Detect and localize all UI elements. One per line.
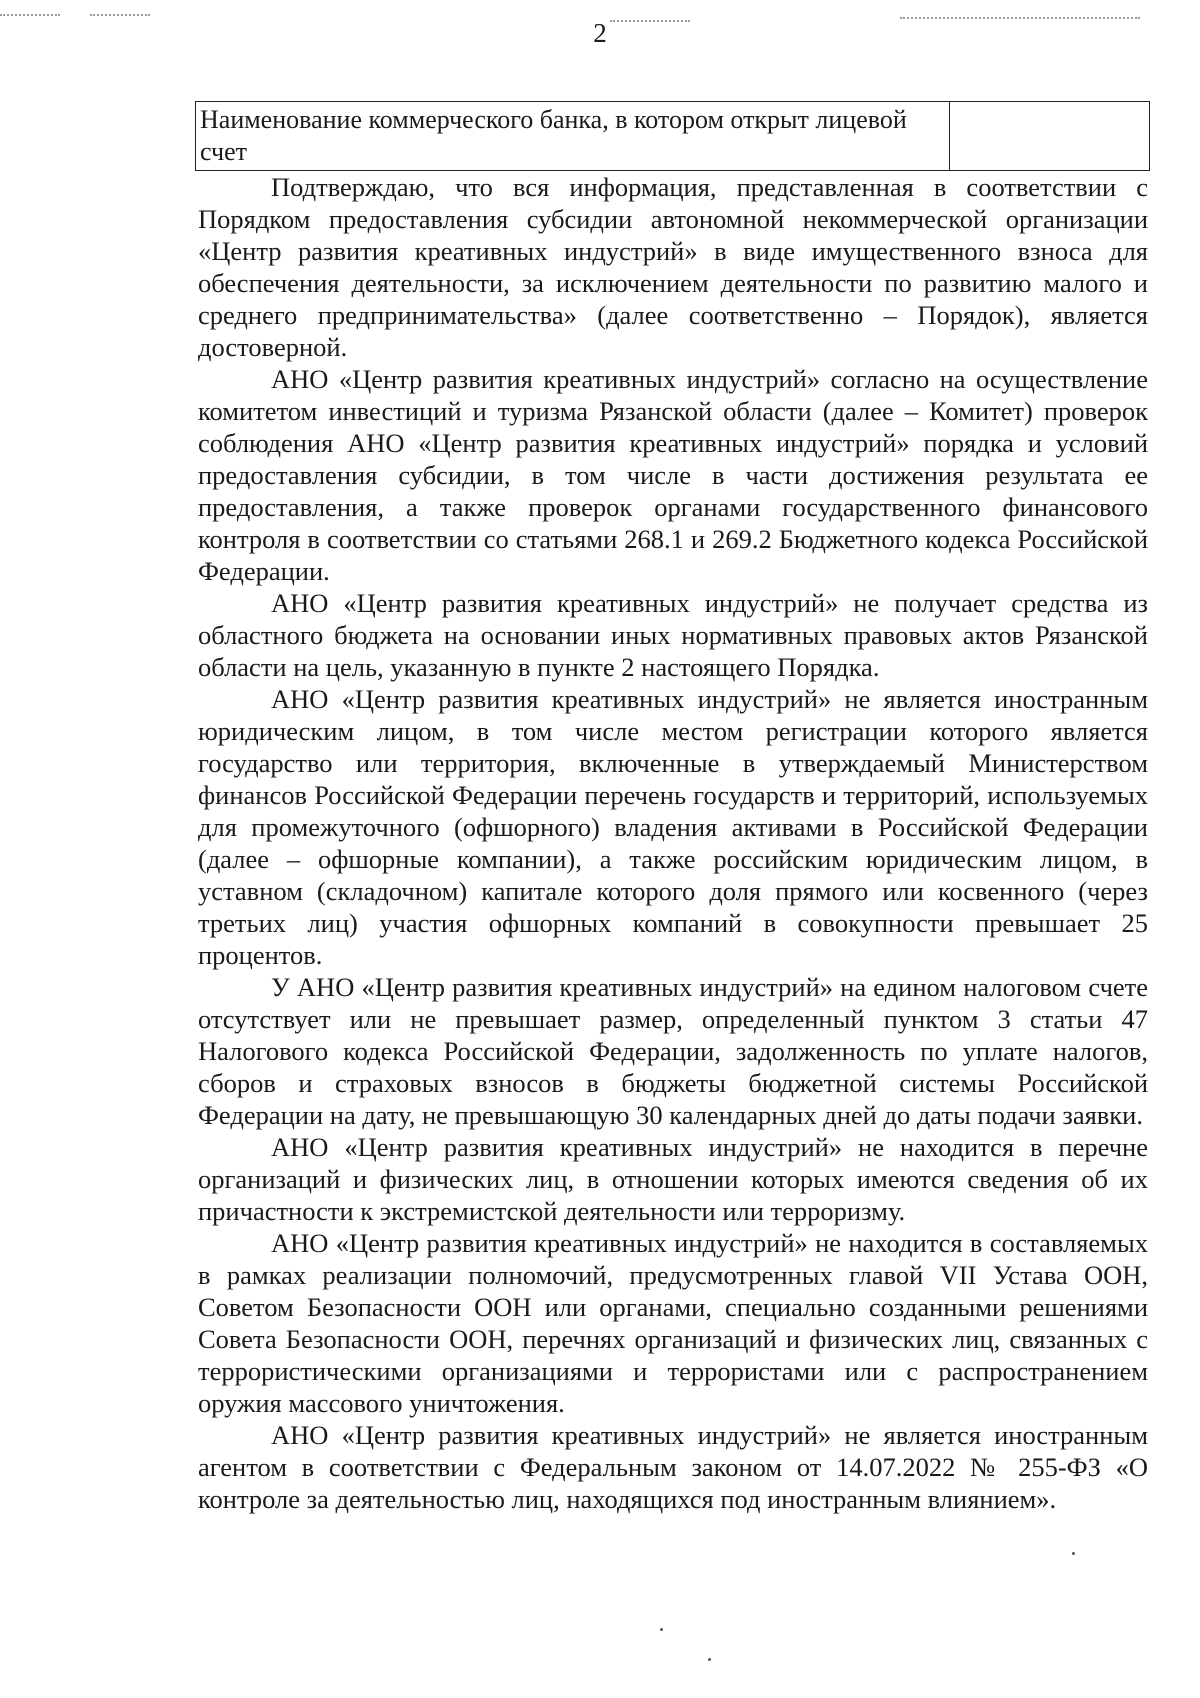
scan-speck	[660, 1628, 663, 1631]
paragraph-confirmation: Подтверждаю, что вся информация, представленная в соответствии с Порядком предоставления субсидии автономной некоммерческой организации «Центр развития креативных индустрий» в виде имущественного взноса для обеспечения деятельности, за исключением деятельности по развитию малого и среднего предпринимательства» (далее соответственно – Порядок), является достоверной.	[198, 172, 1148, 362]
bank-name-label-cell: Наименование коммерческого банка, в котором открыт лицевой счет	[196, 102, 950, 171]
table-row	[196, 102, 1150, 171]
paragraph-extremism-list: АНО «Центр развития креативных индустрий» не находится в перечне организаций и физических лиц, в отношении которых имеются сведения об их причастности к экстремистской деятельности или терроризму.	[198, 1132, 1148, 1226]
paragraph-no-other-funding: АНО «Центр развития креативных индустрий» не получает средства из областного бюджета на основании иных нормативных правовых актов Рязанской области на цель, указанную в пункте 2 настоящего Порядка.	[198, 588, 1148, 682]
paragraph-consent-to-checks: АНО «Центр развития креативных индустрий» согласно на осуществление комитетом инвестиций и туризма Рязанской области (далее – Комитет) проверок соблюдения АНО «Центр развития креативных индустрий» порядка и условий предоставления субсидии, в том числе в части достижения результата ее предоставления, а также проверок органами государственного финансового контроля в соответствии со статьями 268.1 и 269.2 Бюджетного кодекса Российской Федерации.	[198, 364, 1148, 586]
paragraph-not-foreign-entity: АНО «Центр развития креативных индустрий» не является иностранным юридическим лицом, в том числе местом регистрации которого является государство или территория, включенные в утверждаемый Министерством финансов Российской Федерации перечень государств и территорий, используемых для промежуточного (офшорного) владения активами в Российской Федерации (далее – офшорные компании), а также российским юридическим лицом, в уставном (складочном) капитале которого доля прямого или косвенного (через третьих лиц) участия офшорных компаний в совокупности превышает 25 процентов.	[198, 684, 1148, 970]
document-body	[198, 171, 1148, 1515]
paragraph-un-sanctions-list: АНО «Центр развития креативных индустрий» не находится в составляемых в рамках реализации полномочий, предусмотренных главой VII Устава ООН, Советом Безопасности ООН или органами, специально созданными решениями Совета Безопасности ООН, перечнях организаций и физических лиц, связанных с террористическими организациями и террористами или с распространением оружия массового уничтожения.	[198, 1228, 1148, 1418]
paragraph-tax-debt: У АНО «Центр развития креативных индустрий» на едином налоговом счете отсутствует или не превышает размер, определенный пунктом 3 статьи 47 Налогового кодекса Российской Федерации, задолженность по уплате налогов, сборов и страховых взносов в бюджеты бюджетной системы Российской Федерации на дату, не превышающую 30 календарных дней до даты подачи заявки.	[198, 972, 1148, 1130]
bank-account-table	[195, 101, 1150, 171]
paragraph-foreign-agent: АНО «Центр развития креативных индустрий» не является иностранным агентом в соответствии с Федеральным законом от 14.07.2022 № 255-ФЗ «О контроле за деятельностью лиц, находящихся под иностранным влиянием».	[198, 1420, 1148, 1514]
page-number: 2	[593, 18, 607, 48]
scan-speck	[708, 1658, 711, 1661]
bank-name-value-cell	[950, 102, 1150, 171]
scan-speck	[1072, 1552, 1075, 1555]
